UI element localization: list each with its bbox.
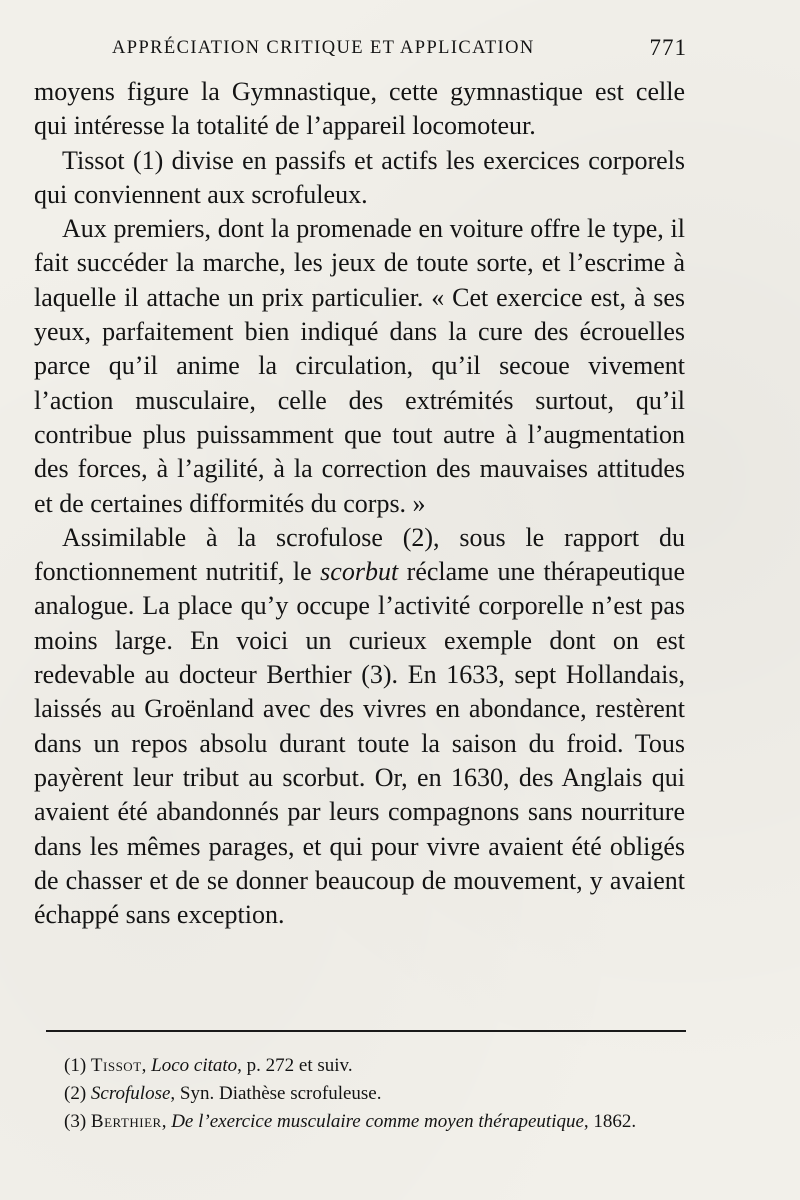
- running-title: APPRÉCIATION CRITIQUE ET APPLICATION: [112, 38, 535, 58]
- paragraph-scorbut-rest: réclame une thérapeutique analogue. La place qu’y occupe l’activité corporelle n’est pas moins large. En voici un curieux exemple dont on est redevable au docteur Berthier (3). En 1633, sept Hollandais, laissés au Groënland avec des vivres en abondance, restèrent dans un repos absolu durant toute la saison du froid. Tous payèrent leur tribut au scorbut. Or, en 1630, des Anglais qui avaient été abandonnés par leurs compagnons sans nourriture dans les mêmes parages, et qui pour vivre avaient été obligés de chasser et de se donner beaucoup de mouvement, y avaient échappé sans exception.: [34, 557, 685, 930]
- footnote-2-title: Scrofulose: [90, 1083, 171, 1104]
- scorbut-term: scorbut: [320, 557, 399, 587]
- footnote-3-marker: (3): [64, 1111, 91, 1132]
- paragraph-scorbut-start: Assimilable à la scrofulose (2), sous le rapport du fonctionnement nutritif, le: [34, 522, 685, 587]
- paragraph-tissot: Tissot (1) divise en passifs et actifs les exercices corporels qui conviennent aux scrofuleux.: [34, 145, 685, 209]
- footnote-3-separator: ,: [161, 1111, 172, 1132]
- footnote-1-separator: ,: [141, 1055, 152, 1076]
- footnotes: [46, 1052, 686, 1136]
- footnote-3-author: Berthier: [90, 1111, 162, 1132]
- footnote-2-marker: (2): [64, 1083, 91, 1104]
- footnote-3: [46, 1108, 686, 1136]
- paragraph-exercises: Aux premiers, dont la promenade en voiture offre le type, il fait succéder la marche, les jeux de toute sorte, et l’escrime à laquelle il attache un prix particulier. « Cet exercice est, à ses yeux, parfaitement bien indiqué dans la cure des écrouelles parce qu’il anime la circulation, qu’il secoue vivement l’action musculaire, celle des extrémités surtout, qu’il contribue plus puissamment que tout autre à l’augmentation des forces, à l’agilité, à la correction des mauvaises attitudes et de certaines difformités du corps. »: [34, 214, 685, 518]
- footnote-2-rest: , Syn. Diathèse scrofuleuse.: [170, 1083, 382, 1104]
- running-head: [112, 33, 687, 63]
- paragraph-continuation: moyens figure la Gymnastique, cette gymnastique est celle qui intéresse la totalité de l’appareil locomoteur.: [34, 77, 685, 141]
- footnote-3-title: De l’exercice musculaire comme moyen thérapeutique: [171, 1111, 584, 1132]
- footnote-1: [46, 1052, 686, 1080]
- footnote-1-title: Loco citato: [151, 1055, 238, 1076]
- footnote-1-author: Tissot: [90, 1055, 142, 1076]
- footnote-2: [46, 1080, 686, 1108]
- footnote-1-marker: (1): [64, 1055, 91, 1076]
- body-text: [34, 75, 685, 932]
- page-number: 771: [649, 35, 687, 60]
- footnote-divider: [46, 1030, 686, 1032]
- footnote-1-rest: , p. 272 et suiv.: [237, 1055, 353, 1076]
- footnote-3-rest: , 1862.: [583, 1111, 637, 1132]
- paragraph-scorbut: [34, 521, 685, 933]
